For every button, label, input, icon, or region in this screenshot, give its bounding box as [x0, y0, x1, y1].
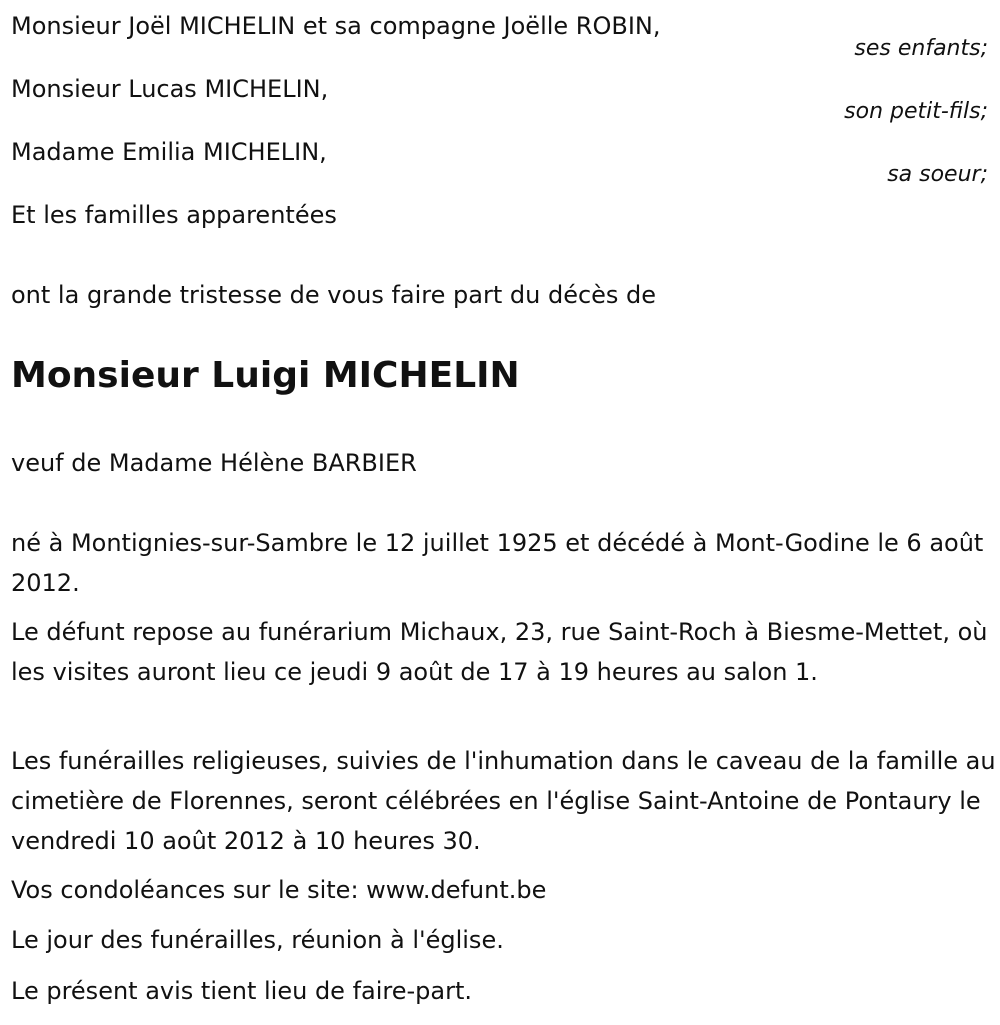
- family-member-relation: ses enfants;: [854, 36, 988, 61]
- family-member-relation: son petit-fils;: [844, 99, 988, 124]
- families-line: Et les familles apparentées: [11, 201, 337, 229]
- birth-death-paragraph: né à Montignies-sur-Sambre le 12 juillet 1925 et décédé à Mont-Godine le 6 août 2012.: [11, 529, 984, 597]
- widower-of-text: veuf de Madame Hélène BARBIER: [11, 449, 417, 477]
- family-member-name: Monsieur Joël MICHELIN et sa compagne Joëlle ROBIN,: [11, 12, 661, 40]
- funeral-day-paragraph: Le jour des funérailles, réunion à l'église.: [11, 926, 504, 954]
- family-member-relation: sa soeur;: [887, 162, 988, 187]
- family-member-name: Monsieur Lucas MICHELIN,: [11, 75, 329, 103]
- family-member-name: Madame Emilia MICHELIN,: [11, 138, 327, 166]
- deceased-name: Monsieur Luigi MICHELIN: [11, 355, 520, 396]
- funeral-paragraph: Les funérailles religieuses, suivies de l'inhumation dans le caveau de la famille au cimetière de Florennes, seront célébrées en l'église Saint-Antoine de Pontaury le vendredi 10 août 2012 à 10 heures 30.: [11, 747, 996, 855]
- notice-paragraph: Le présent avis tient lieu de faire-part.: [11, 977, 473, 1005]
- announcement-text: ont la grande tristesse de vous faire part du décès de: [11, 281, 657, 309]
- visitation-paragraph: Le défunt repose au funérarium Michaux, 23, rue Saint-Roch à Biesme-Mettet, où les visites auront lieu ce jeudi 9 août de 17 à 19 heures au salon 1.: [11, 618, 988, 686]
- condolences-paragraph: Vos condoléances sur le site: www.defunt.be: [11, 876, 547, 904]
